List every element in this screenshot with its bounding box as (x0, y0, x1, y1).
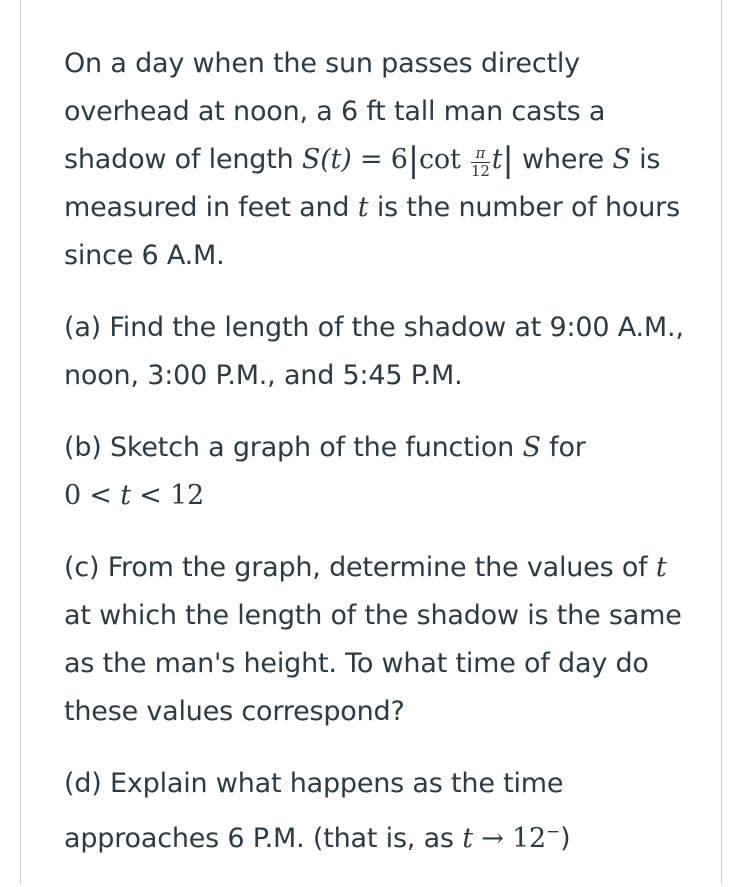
part-c (64, 544, 684, 736)
question-body (64, 40, 684, 887)
range-lt-1: < (89, 480, 112, 511)
var-s: S (612, 144, 631, 175)
part-c-var-t: t (655, 552, 667, 583)
limit-arrow: → (481, 823, 504, 854)
intro-text: On a day when the sun passes directly overhead at noon, a 6 ft tall man casts a shadow of length (64, 48, 606, 175)
limit-superscript: − (546, 822, 561, 842)
formula-variable: t (491, 144, 503, 175)
abs-bar-right: | (502, 140, 514, 180)
limit-value: 12 (512, 823, 547, 854)
part-c-start: (c) From the graph, determine the values of (64, 552, 648, 583)
formula-coefficient: 6 (390, 144, 408, 175)
abs-bar-left: | (407, 140, 420, 180)
range-high: 12 (170, 480, 205, 511)
formula-cot: cot (419, 144, 461, 175)
pi-over-12-fraction (471, 146, 490, 179)
problem-statement (64, 40, 684, 280)
shadow-length-formula (301, 140, 514, 181)
var-t: t (357, 192, 369, 223)
sentence2-end: is the number of hours since 6 A.M. (64, 192, 680, 271)
intro-where: where (522, 144, 604, 175)
range-low: 0 (64, 480, 81, 511)
limit-expression (462, 823, 560, 854)
part-b-for: for (549, 432, 586, 463)
range-var: t (120, 480, 131, 511)
part-b-text: (b) Sketch a graph of the function (64, 432, 515, 463)
formula-equals: = (359, 144, 383, 175)
part-c-rest: at which the length of the shadow is the same as the man's height. To what time of day do these values correspond? (64, 600, 682, 727)
part-b (64, 424, 684, 520)
domain-inequality (64, 480, 204, 511)
part-d-close: ) (560, 823, 571, 854)
part-d (64, 760, 684, 863)
range-lt-2: < (139, 480, 162, 511)
limit-var: t (462, 823, 473, 854)
question-card (20, 0, 722, 884)
formula-lhs: S(t) (301, 144, 352, 175)
sentence2-mid: is measured in feet and (64, 144, 661, 223)
part-b-var-s: S (522, 432, 541, 463)
part-a: (a) Find the length of the shadow at 9:00 A.M., noon, 3:00 P.M., and 5:45 P.M. (64, 312, 684, 391)
fraction-numerator: π (471, 146, 490, 163)
fraction-denominator: 12 (471, 162, 490, 181)
part-d-text: (d) Explain what happens as the time approaches 6 P.M. (that is, as (64, 768, 564, 854)
